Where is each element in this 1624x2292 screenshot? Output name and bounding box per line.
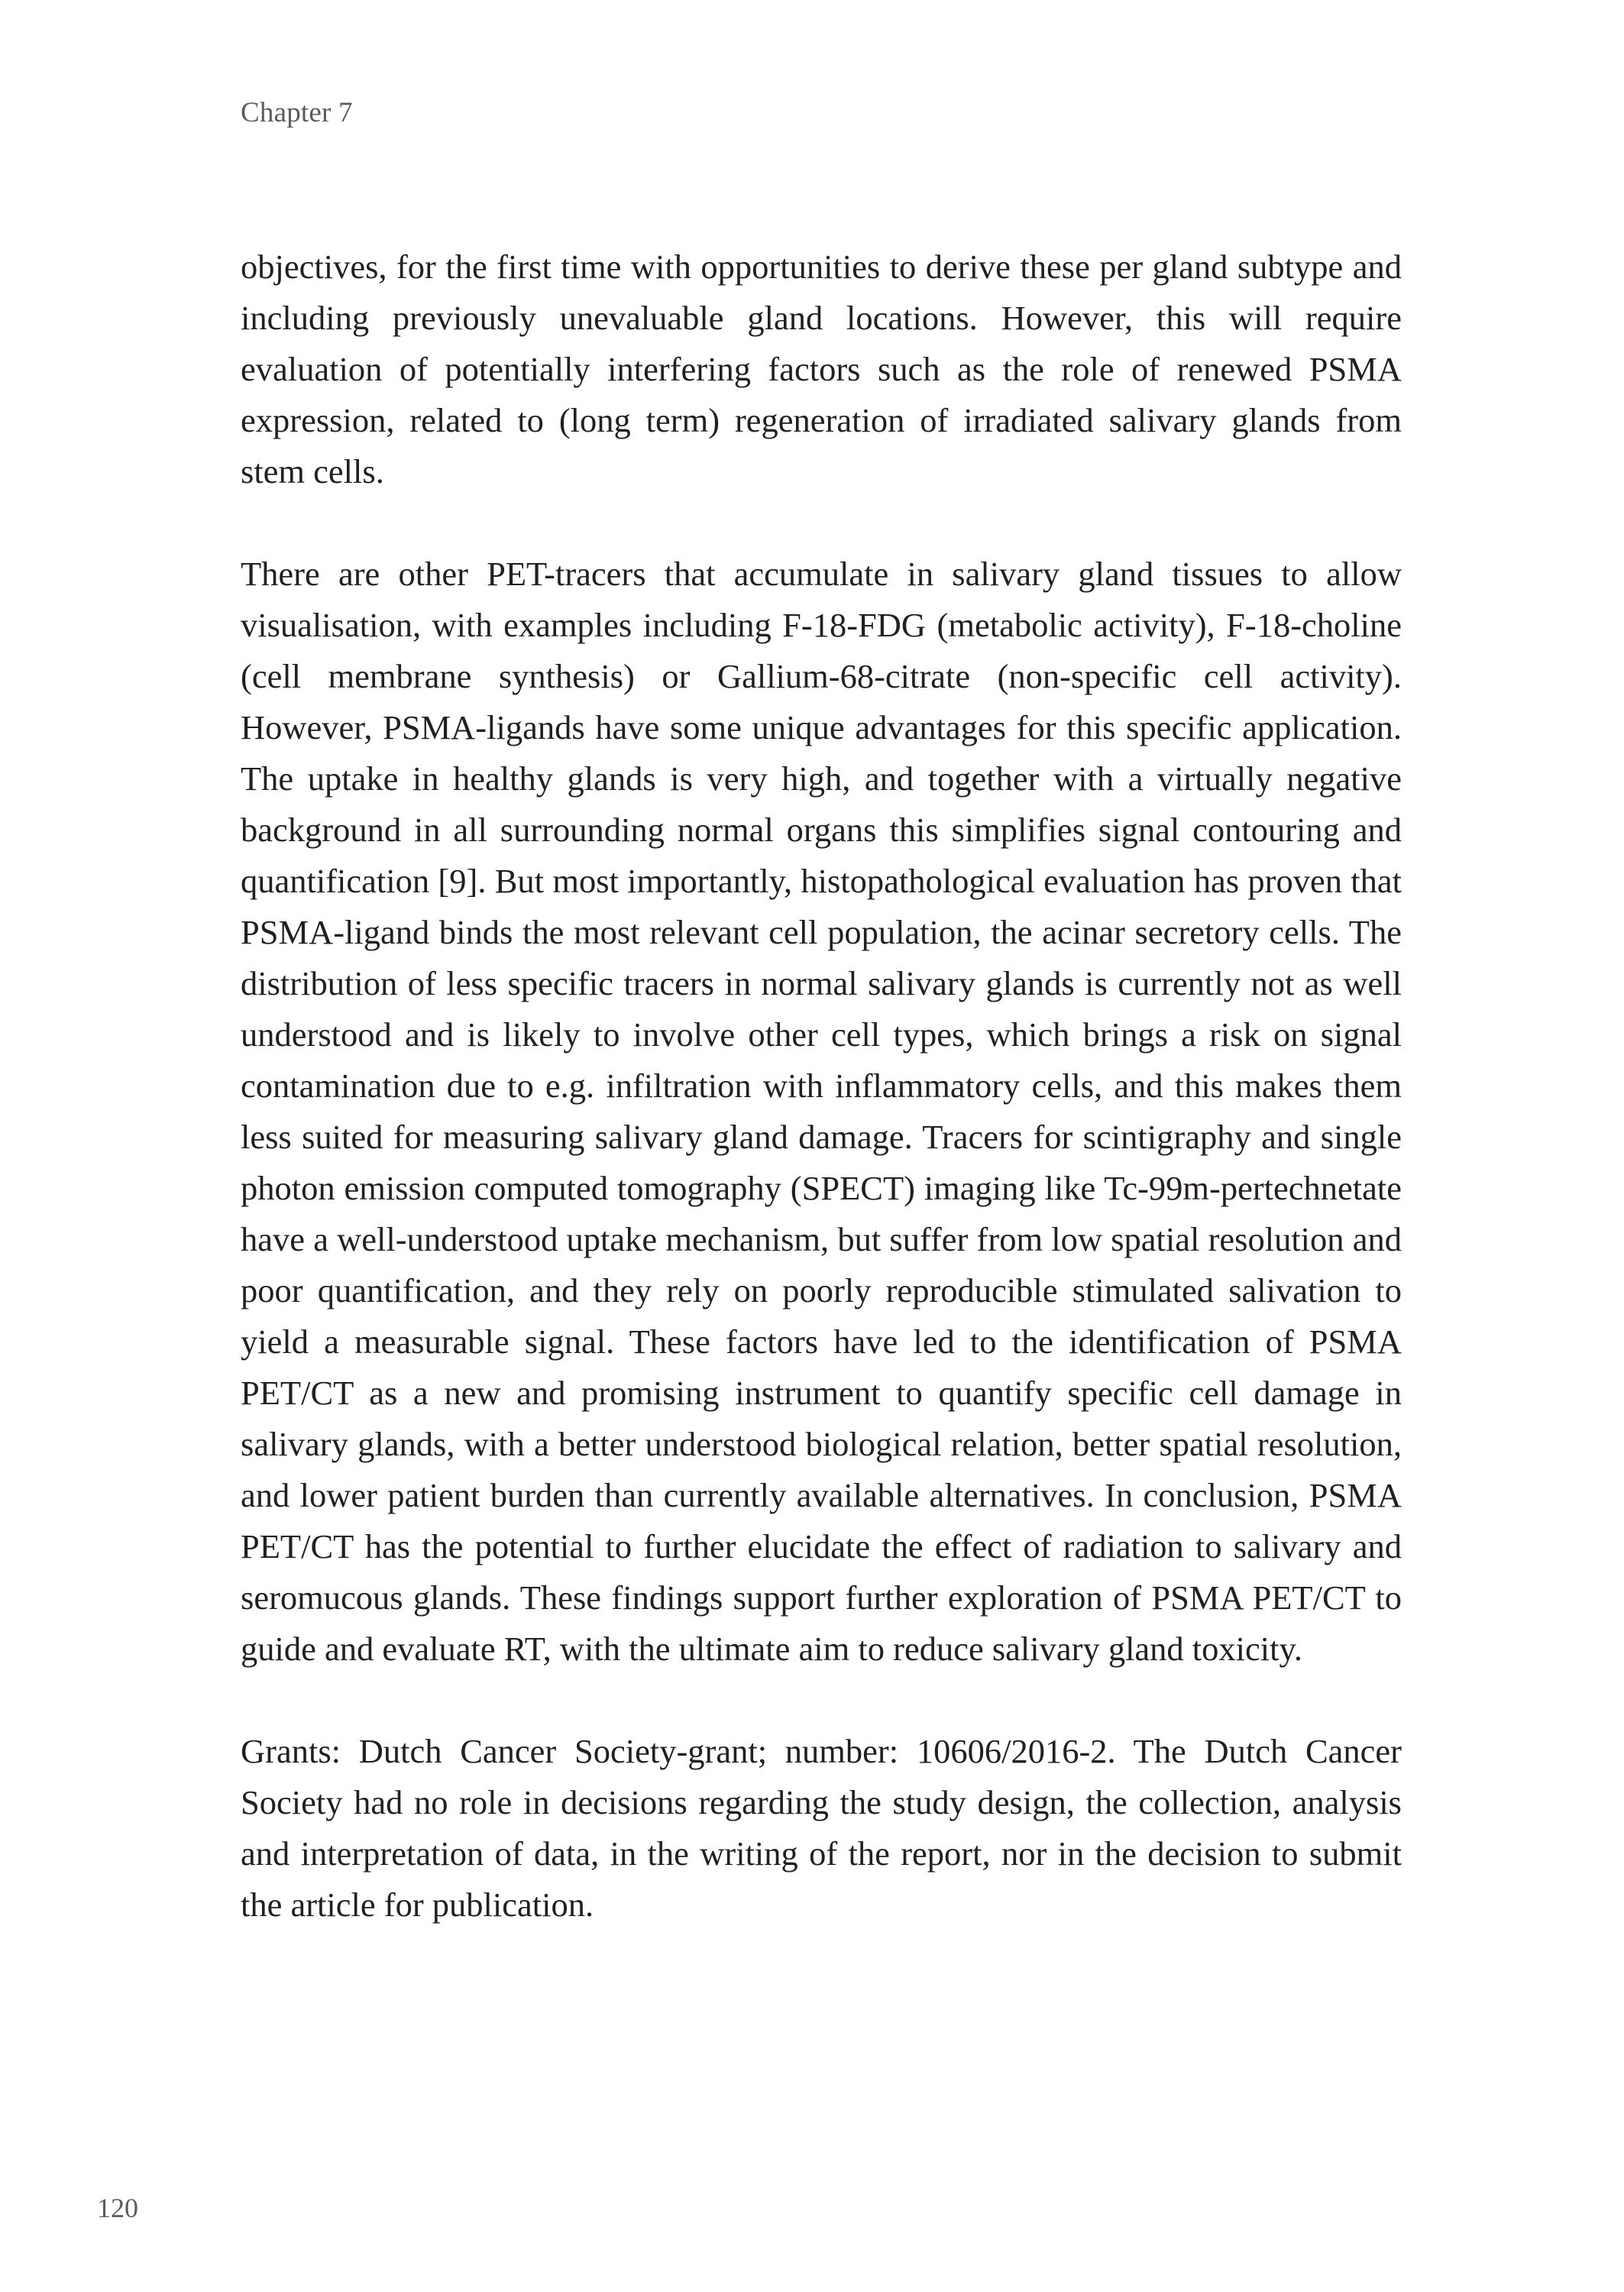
paragraph-pet-tracers: There are other PET-tracers that accumulate in salivary gland tissues to allow visualisation, with examples including F-18-FDG (metabolic activity), F-18-choline (cell membrane synthesis) or Gallium-68-citrate (non-specific cell activity). However, PSMA-ligands have some unique advantages for this specific application. The uptake in healthy glands is very high, and together with a virtually negative background in all surrounding normal organs this simplifies signal contouring and quantification [9]. But most importantly, histopathological evaluation has proven that PSMA-ligand binds the most relevant cell population, the acinar secretory cells. The distribution of less specific tracers in normal salivary glands is currently not as well understood and is likely to involve other cell types, which brings a risk on signal contamination due to e.g. infiltration with inflammatory cells, and this makes them less suited for measuring salivary gland damage. Tracers for scintigraphy and single photon emission computed tomography (SPECT) imaging like Tc-99m-pertechnetate have a well-understood uptake mechanism, but suffer from low spatial resolution and poor quantification, and they rely on poorly reproducible stimulated salivation to yield a measurable signal. These factors have led to the identification of PSMA PET/CT as a new and promising instrument to quantify specific cell damage in salivary glands, with a better understood biological relation, better spatial resolution, and lower patient burden than currently available alternatives. In conclusion, PSMA PET/CT has the potential to further elucidate the effect of radiation to salivary and seromucous glands. These findings support further exploration of PSMA PET/CT to guide and evaluate RT, with the ultimate aim to reduce salivary gland toxicity. (241, 555, 1402, 1668)
chapter-running-header: Chapter 7 (241, 97, 353, 128)
paragraph-grants: Grants: Dutch Cancer Society-grant; number: 10606/2016-2. The Dutch Cancer Society had no role in decisions regarding the study design, the collection, analysis and interpretation of data, in the writing of the report, nor in the decision to submit the article for publication. (241, 1732, 1402, 1924)
paragraph-objectives: objectives, for the first time with opportunities to derive these per gland subtype and including previously unevaluable gland locations. However, this will require evaluation of potentially interfering factors such as the role of renewed PSMA expression, related to (long term) regeneration of irradiated salivary glands from stem cells. (241, 248, 1402, 490)
page-number: 120 (97, 2193, 138, 2223)
body-text (241, 241, 1402, 1931)
